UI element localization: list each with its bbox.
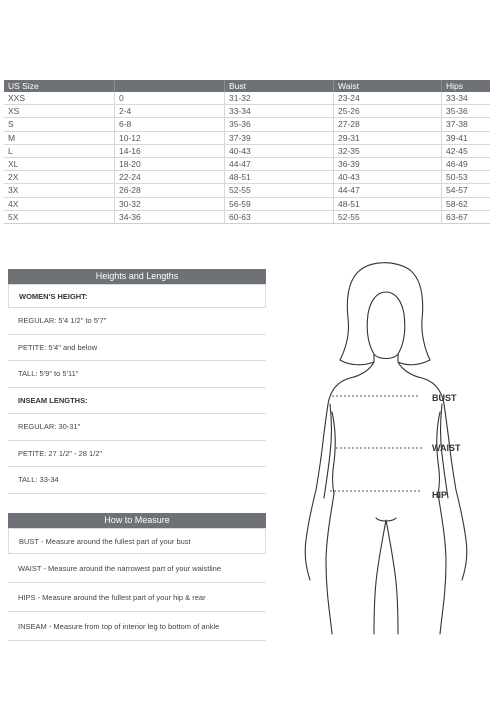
body-measurement-figure bbox=[290, 262, 490, 642]
how-to-measure-panel bbox=[8, 513, 266, 641]
size-row bbox=[4, 144, 490, 157]
measure-instruction: INSEAM - Measure from top of interior leg to bottom of ankle bbox=[8, 612, 266, 641]
bust-cell: 48-51 bbox=[225, 171, 334, 184]
hip-label: HIP bbox=[432, 490, 448, 500]
numeric-size-cell: 0 bbox=[115, 92, 225, 105]
header-numeric-size bbox=[115, 80, 225, 92]
size-cell: 3X bbox=[4, 184, 115, 197]
heights-item: REGULAR: 5'4 1/2" to 5'7" bbox=[8, 308, 266, 335]
numeric-size-cell: 2-4 bbox=[115, 105, 225, 118]
heights-item: REGULAR: 30-31" bbox=[8, 414, 266, 441]
bust-cell: 35-36 bbox=[225, 118, 334, 131]
numeric-size-cell: 26-28 bbox=[115, 184, 225, 197]
waist-cell: 44-47 bbox=[334, 184, 442, 197]
hips-cell: 50-53 bbox=[442, 171, 490, 184]
size-cell: S bbox=[4, 118, 115, 131]
size-row bbox=[4, 157, 490, 170]
how-to-measure-title: How to Measure bbox=[8, 513, 266, 528]
waist-cell: 23-24 bbox=[334, 92, 442, 105]
hips-cell: 63-67 bbox=[442, 210, 490, 223]
size-table-header bbox=[4, 80, 490, 92]
heights-section-heading: INSEAM LENGTHS: bbox=[8, 388, 266, 415]
waist-cell: 29-31 bbox=[334, 131, 442, 144]
waist-cell: 48-51 bbox=[334, 197, 442, 210]
bust-cell: 33-34 bbox=[225, 105, 334, 118]
size-cell: 5X bbox=[4, 210, 115, 223]
size-table-body bbox=[4, 92, 490, 223]
heights-lengths-list bbox=[8, 284, 266, 494]
heights-section-heading: WOMEN'S HEIGHT: bbox=[8, 284, 266, 308]
bust-cell: 40-43 bbox=[225, 144, 334, 157]
size-cell: L bbox=[4, 144, 115, 157]
size-row bbox=[4, 118, 490, 131]
hips-cell: 35-36 bbox=[442, 105, 490, 118]
heights-lengths-panel bbox=[8, 269, 266, 494]
bust-label: BUST bbox=[432, 393, 457, 403]
hips-cell: 42-45 bbox=[442, 144, 490, 157]
size-row bbox=[4, 197, 490, 210]
measure-instruction: BUST - Measure around the fullest part of your bust bbox=[8, 528, 266, 554]
numeric-size-cell: 10-12 bbox=[115, 131, 225, 144]
waist-cell: 52-55 bbox=[334, 210, 442, 223]
header-us-size: US Size bbox=[4, 80, 115, 92]
heights-item: TALL: 33-34 bbox=[8, 467, 266, 494]
waist-label: WAIST bbox=[432, 443, 461, 453]
bust-cell: 31-32 bbox=[225, 92, 334, 105]
waist-cell: 27-28 bbox=[334, 118, 442, 131]
hips-cell: 58-62 bbox=[442, 197, 490, 210]
size-row bbox=[4, 210, 490, 223]
size-cell: XS bbox=[4, 105, 115, 118]
numeric-size-cell: 18-20 bbox=[115, 157, 225, 170]
numeric-size-cell: 6-8 bbox=[115, 118, 225, 131]
numeric-size-cell: 30-32 bbox=[115, 197, 225, 210]
waist-cell: 40-43 bbox=[334, 171, 442, 184]
header-waist: Waist bbox=[334, 80, 442, 92]
size-cell: 4X bbox=[4, 197, 115, 210]
heights-item: PETITE: 27 1/2" - 28 1/2" bbox=[8, 441, 266, 468]
bust-cell: 52-55 bbox=[225, 184, 334, 197]
hips-cell: 46-49 bbox=[442, 157, 490, 170]
bust-cell: 56-59 bbox=[225, 197, 334, 210]
measure-instruction: WAIST - Measure around the narrowest part of your waistline bbox=[8, 554, 266, 583]
size-cell: XXS bbox=[4, 92, 115, 105]
size-row bbox=[4, 131, 490, 144]
heights-lengths-title: Heights and Lengths bbox=[8, 269, 266, 284]
waist-cell: 36-39 bbox=[334, 157, 442, 170]
measure-instruction: HIPS - Measure around the fullest part of your hip & rear bbox=[8, 583, 266, 612]
size-row bbox=[4, 92, 490, 105]
size-cell: XL bbox=[4, 157, 115, 170]
size-row bbox=[4, 171, 490, 184]
bust-cell: 44-47 bbox=[225, 157, 334, 170]
waist-cell: 32-35 bbox=[334, 144, 442, 157]
numeric-size-cell: 34-36 bbox=[115, 210, 225, 223]
hips-cell: 54-57 bbox=[442, 184, 490, 197]
how-to-measure-list bbox=[8, 528, 266, 641]
hips-cell: 33-34 bbox=[442, 92, 490, 105]
waist-cell: 25-26 bbox=[334, 105, 442, 118]
size-row bbox=[4, 105, 490, 118]
numeric-size-cell: 22-24 bbox=[115, 171, 225, 184]
numeric-size-cell: 14-16 bbox=[115, 144, 225, 157]
size-cell: 2X bbox=[4, 171, 115, 184]
size-row bbox=[4, 184, 490, 197]
hips-cell: 37-38 bbox=[442, 118, 490, 131]
hips-cell: 39-41 bbox=[442, 131, 490, 144]
size-cell: M bbox=[4, 131, 115, 144]
heights-item: TALL: 5'9" to 5'11" bbox=[8, 361, 266, 388]
size-chart-table bbox=[4, 80, 490, 224]
bust-cell: 60-63 bbox=[225, 210, 334, 223]
header-hips: Hips bbox=[442, 80, 490, 92]
header-bust: Bust bbox=[225, 80, 334, 92]
heights-item: PETITE: 5'4" and below bbox=[8, 335, 266, 362]
bust-cell: 37-39 bbox=[225, 131, 334, 144]
